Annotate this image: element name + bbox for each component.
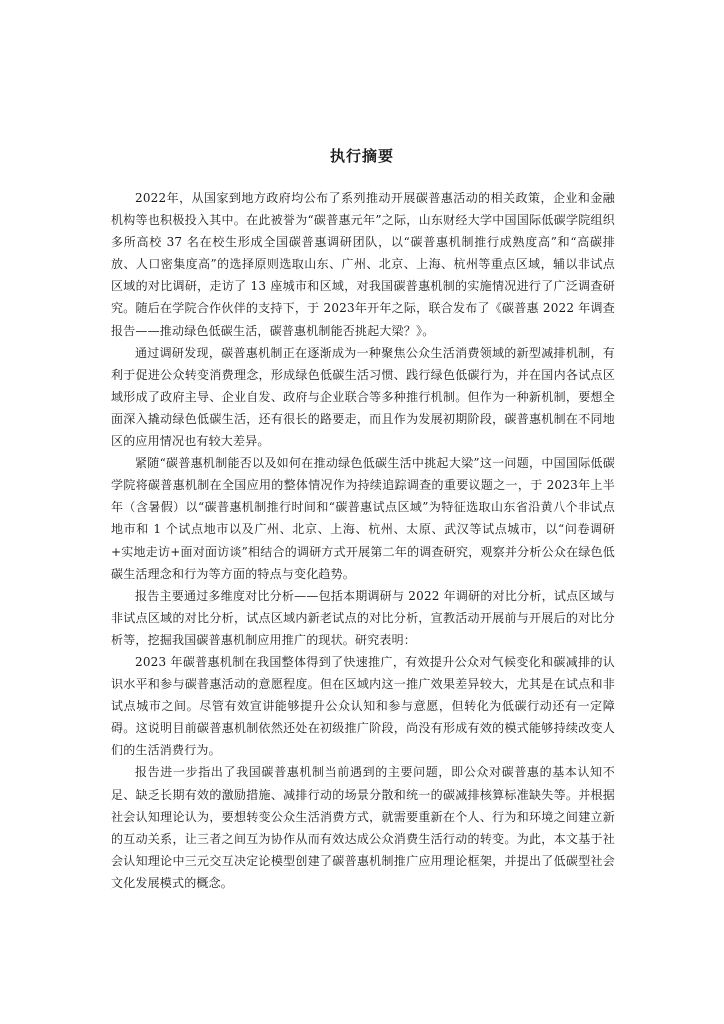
document-body — [111, 187, 615, 894]
paragraph-4: 报告主要通过多维度对比分析——包括本期调研与 2022 年调研的对比分析，试点区域与非试点区域的对比分析，试点区域内新老试点的对比分析，宣教活动开展前与开展后的对比分析等，挖掘我国碳普惠机制应用推广的现状。研究表明： — [111, 588, 615, 647]
paragraph-3: 紧随“碳普惠机制能否以及如何在推动绿色低碳生活中挑起大梁”这一问题，中国国际低碳学院将碳普惠机制在全国应用的整体情况作为持续追踪调查的重要议题之一，于 2023年上半年（含暑假）以“碳普惠机制推行时间和“碳普惠试点区域”为特征选取山东省沿黄八个非试点地市和 1 个试点地市以及广州、北京、上海、杭州、太原、武汉等试点城市，以“问卷调研+实地走访+面对面访谈”相结合的调研方式开展第二年的调查研究，观察并分析公众在绿色低碳生活理念和行为等方面的特点与变化趋势。 — [111, 456, 615, 581]
paragraph-6: 报告进一步指出了我国碳普惠机制当前遇到的主要问题，即公众对碳普惠的基本认知不足、缺乏长期有效的激励措施、减排行动的场景分散和统一的碳减排核算标准缺失等。并根据社会认知理论认为，要想转变公众生活消费方式，就需要重新在个人、行为和环境之间建立新的互动关系，让三者之间互为协作从而有效达成公众消费生活行动的转变。为此，本文基于社会认知理论中三元交互决定论模型创建了碳普惠机制推广应用理论框架，并提出了低碳型社会文化发展模式的概念。 — [111, 765, 615, 890]
paragraph-1: 2022年，从国家到地方政府均公布了系列推动开展碳普惠活动的相关政策，企业和金融机构等也积极投入其中。在此被誉为“碳普惠元年”之际，山东财经大学中国国际低碳学院组织多所高校 37 名在校生形成全国碳普惠调研团队，以“碳普惠机制推行成熟度高”和“高碳排放、人口密集度高”的选择原则选取山东、广州、北京、上海、杭州等重点区域，辅以非试点区域的对比调研，走访了 13 座城市和区域，对我国碳普惠机制的实施情况进行了广泛调查研究。随后在学院合作伙伴的支持下，于 2023年开年之际，联合发布了《碳普惠 2022 年调查报告——推动绿色低碳生活，碳普惠机制能否挑起大梁？》。 — [111, 191, 615, 338]
paragraph-5: 2023 年碳普惠机制在我国整体得到了快速推广，有效提升公众对气候变化和碳减排的认识水平和参与碳普惠活动的意愿程度。但在区域内这一推广效果差异较大，尤其是在试点和非试点城市之间。尽管有效宣讲能够提升公众认知和参与意愿，但转化为低碳行动还有一定障碍。这说明目前碳普惠机制依然还处在初级推广阶段，尚没有形成有效的模式能够持续改变人们的生活消费行为。 — [111, 654, 615, 758]
page-title: 执行摘要 — [329, 147, 394, 165]
paragraph-2: 通过调研发现，碳普惠机制正在逐渐成为一种聚焦公众生活消费领域的新型减排机制，有利于促进公众转变消费理念，形成绿色低碳生活习惯、践行绿色低碳行为，并在国内各试点区域形成了政府主导、企业自发、政府与企业联合等多种推行机制。但作为一种新机制，要想全面深入撬动绿色低碳生活，还有很长的路要走，而且作为发展初期阶段，碳普惠机制在不同地区的应用情况也有较大差异。 — [111, 345, 615, 449]
